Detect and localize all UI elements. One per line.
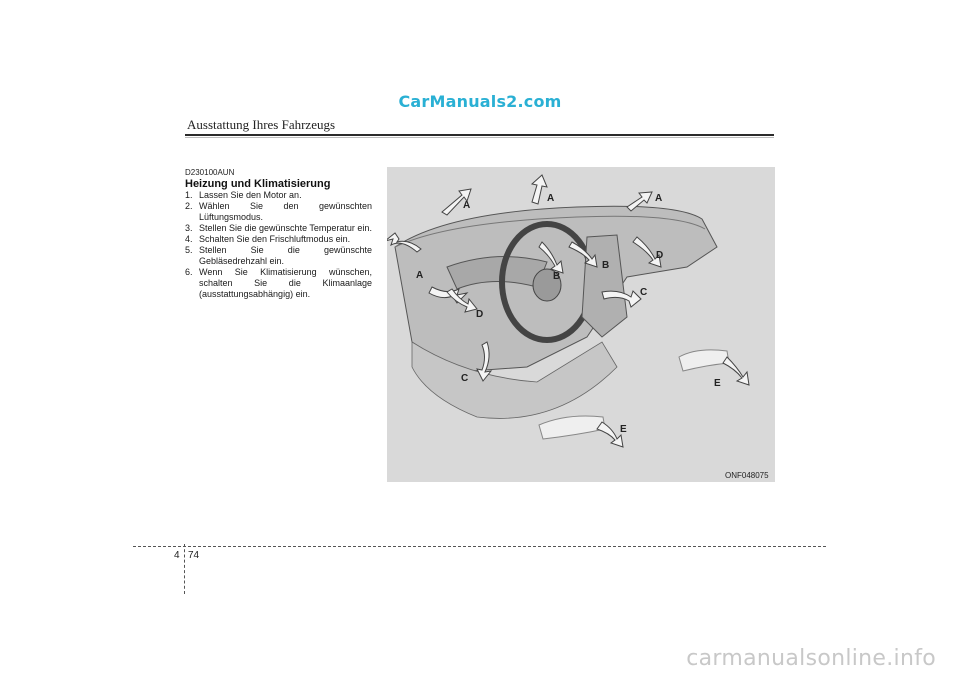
step-number: 1. [185,190,193,200]
step-text: Wählen Sie den gewünschten Lüftungsmodus. [199,201,372,222]
footer-divider [184,544,185,594]
dashboard-illustration-svg [387,167,775,482]
vent-label-b: B [602,260,610,271]
vent-label-e: E [620,424,627,435]
step-item [185,190,372,201]
step-text: Schalten Sie den Frischluftmodus ein. [199,234,351,244]
vent-label-d: D [476,309,484,320]
step-number: 4. [185,234,193,244]
step-text: Wenn Sie Klimatisierung wünschen, schalten Sie die Klimaanlage (ausstattungsabhängig) ein. [199,267,372,299]
step-number: 3. [185,223,193,233]
vent-label-b: B [553,271,561,282]
steps-list [185,190,372,300]
front-floor-duct [539,416,605,439]
airflow-arrow [723,357,749,385]
chapter-number: 4 [174,550,180,561]
airflow-arrow [532,175,547,204]
section-heading: Heizung und Klimatisierung [185,178,331,190]
figure-code: ONF048075 [725,471,769,480]
vent-label-a: A [463,200,471,211]
step-number: 5. [185,245,193,255]
footer-rule [133,546,826,547]
vent-label-a: A [547,193,555,204]
step-text: Stellen Sie die gewünschte Temperatur ein. [199,223,372,233]
vent-label-a: A [655,193,663,204]
vent-label-e: E [714,378,721,389]
dashboard-vent-illustration [387,167,775,482]
watermark-top: CarManuals2.com [398,92,562,111]
watermark-bottom-text: carmanualsonline.info [686,646,936,671]
step-text: Stellen Sie die gewünschte Gebläsedrehzahl ein. [199,245,372,266]
vent-label-a: A [416,270,424,281]
header-rule [185,134,774,136]
section-title: Ausstattung Ihres Fahrzeugs [187,117,336,132]
rear-floor-duct [679,350,729,371]
step-item [185,245,372,267]
step-item [185,267,372,300]
vent-label-d: D [656,250,664,261]
page-number: 74 [188,550,200,561]
step-number: 2. [185,201,193,211]
header-rule-thin [185,137,774,138]
vent-label-c: C [640,287,648,298]
vent-label-c: C [461,373,469,384]
step-number: 6. [185,267,193,277]
step-item [185,234,372,245]
section-code: D230100AUN [185,168,235,177]
step-item [185,201,372,223]
step-text: Lassen Sie den Motor an. [199,190,302,200]
step-item [185,223,372,234]
